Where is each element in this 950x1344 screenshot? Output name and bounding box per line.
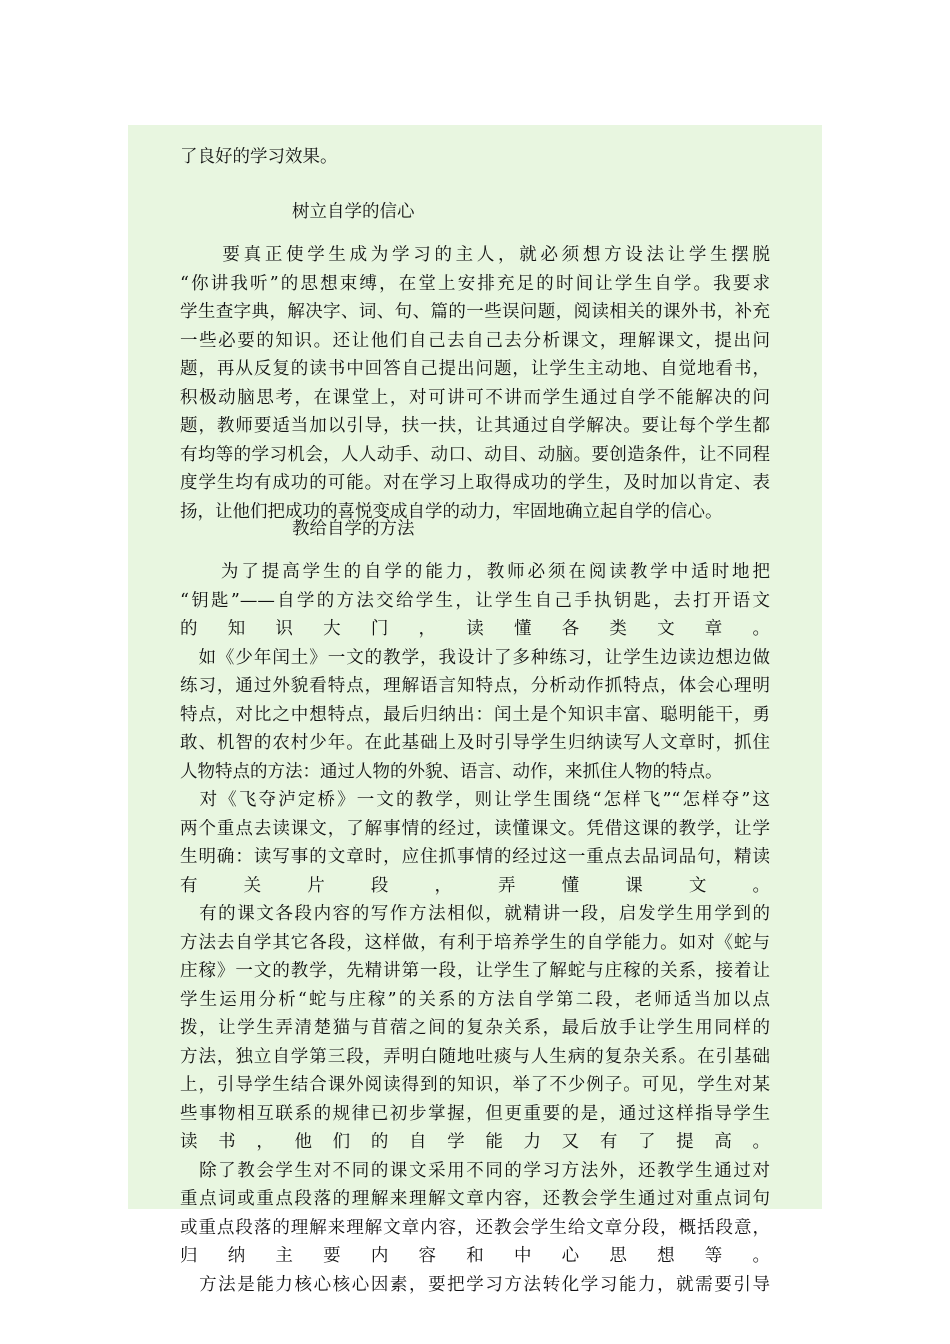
- section-body-methods: [180, 558, 770, 1299]
- text-line: 重点词或重点段落的理解来理解文章内容，还教会学生通过对重点词句: [180, 1189, 770, 1209]
- text-line: 两个重点去读课文，了解事情的经过，读懂课文。凭借这课的教学，让学: [180, 818, 770, 839]
- text-line: 积极动脑思考，在课堂上，对可讲可不讲而学生通过自学不能解决的问: [180, 387, 770, 408]
- text-line: 练习，通过外貌看特点，理解语言知特点，分析动作抓特点，体会心理明: [180, 676, 770, 696]
- text-line: 学生运用分析“蛇与庄稼”的关系的方法自学第二段，老师适当加以点: [180, 989, 770, 1010]
- text-line: 方法是能力核心核心因素，要把学习方法转化学习能力，就需要引导: [180, 1274, 770, 1295]
- text-line: 题，再从反复的读书中回答自己提出问题，让学生主动地、自觉地看书，: [180, 359, 770, 379]
- text-line: 除了教会学生对不同的课文采用不同的学习方法外，还教学生通过对: [180, 1160, 770, 1181]
- text-line: 一些必要的知识。还让他们自己去自己去分析课文，理解课文，提出问: [180, 330, 770, 351]
- text-line: 的知识大门，读懂各类文章。: [180, 619, 770, 639]
- text-line: 些事物相互联系的规律已初步掌握，但更重要的是，通过这样指导学生: [180, 1103, 770, 1124]
- text-line: 了良好的学习效果。: [180, 147, 338, 167]
- text-line: 特点，对比之中想特点，最后归纳出：闰土是个知识丰富、聪明能干，勇: [180, 704, 770, 725]
- text-line: 生明确：读写事的文章时，应住抓事情的经过这一重点去品词品句，精读: [180, 847, 770, 867]
- text-line: 对《飞夺泸定桥》一文的教学，则让学生围绕“怎样飞”“怎样夺”这: [180, 790, 770, 810]
- text-line: 拨，让学生弄清楚猫与苜蓿之间的复杂关系，最后放手让学生用同样的: [180, 1018, 770, 1038]
- text-line: 敢、机智的农村少年。在此基础上及时引导学生归纳读写人文章时，抓住: [180, 733, 770, 753]
- text-line: 庄稼》一文的教学，先精讲第一段，让学生了解蛇与庄稼的关系，接着让: [180, 961, 770, 981]
- text-line: 有的课文各段内容的写作方法相似，就精讲一段，启发学生用学到的: [180, 904, 770, 924]
- text-line: “你讲我听”的思想束缚，在堂上安排充足的时间让学生自学。我要求: [180, 273, 770, 294]
- text-line: 扬，让他们把成功的喜悦变成自学的动力，牢固地确立起自学的信心。: [180, 501, 723, 522]
- text-line: 或重点段落的理解来理解文章内容，还教会学生给文章分段，概括段意，: [180, 1217, 770, 1238]
- text-line: 为了提高学生的自学的能力，教师必须在阅读教学中适时地把: [180, 562, 770, 582]
- text-line: 上，引导学生结合课外阅读得到的知识，举了不少例子。可见，学生对某: [180, 1075, 770, 1095]
- text-line: 要真正使学生成为学习的主人，就必须想方设法让学生摆脱: [180, 245, 770, 265]
- text-line: 归纳主要内容和中心思想等。: [180, 1246, 770, 1266]
- text-line: 如《少年闰土》一文的教学，我设计了多种练习，让学生边读边想边做: [180, 647, 770, 668]
- intro-paragraph: [180, 143, 770, 172]
- text-line: 度学生均有成功的可能。对在学习上取得成功的学生，及时加以肯定、表: [180, 473, 770, 493]
- section-heading-confidence: 树立自学的信心: [292, 202, 415, 222]
- text-line: 读书，他们的自学能力又有了提高。: [180, 1132, 770, 1152]
- section-body-confidence: [180, 241, 770, 526]
- text-line: 题，教师要适当加以引导，扶一扶，让其通过自学解决。要让每个学生都: [180, 416, 770, 436]
- text-line: “钥匙”——自学的方法交给学生，让学生自己手执钥匙，去打开语文: [180, 590, 770, 611]
- text-line: 人物特点的方法：通过人物的外貌、语言、动作，来抓住人物的特点。: [180, 761, 723, 782]
- section-heading-methods: 教给自学的方法: [292, 519, 415, 539]
- text-line: 有均等的学习机会，人人动手、动口、动目、动脑。要创造条件，让不同程: [180, 444, 770, 465]
- text-line: 方法去自学其它各段，这样做，有利于培养学生的自学能力。如对《蛇与: [180, 932, 770, 953]
- text-line: 有关片段，弄懂课文。: [180, 875, 770, 896]
- text-line: 学生查字典，解决字、词、句、篇的一些误问题，阅读相关的课外书，补充: [180, 302, 770, 322]
- text-line: 方法，独立自学第三段，弄明白随地吐痰与人生病的复杂关系。在引基础: [180, 1046, 770, 1067]
